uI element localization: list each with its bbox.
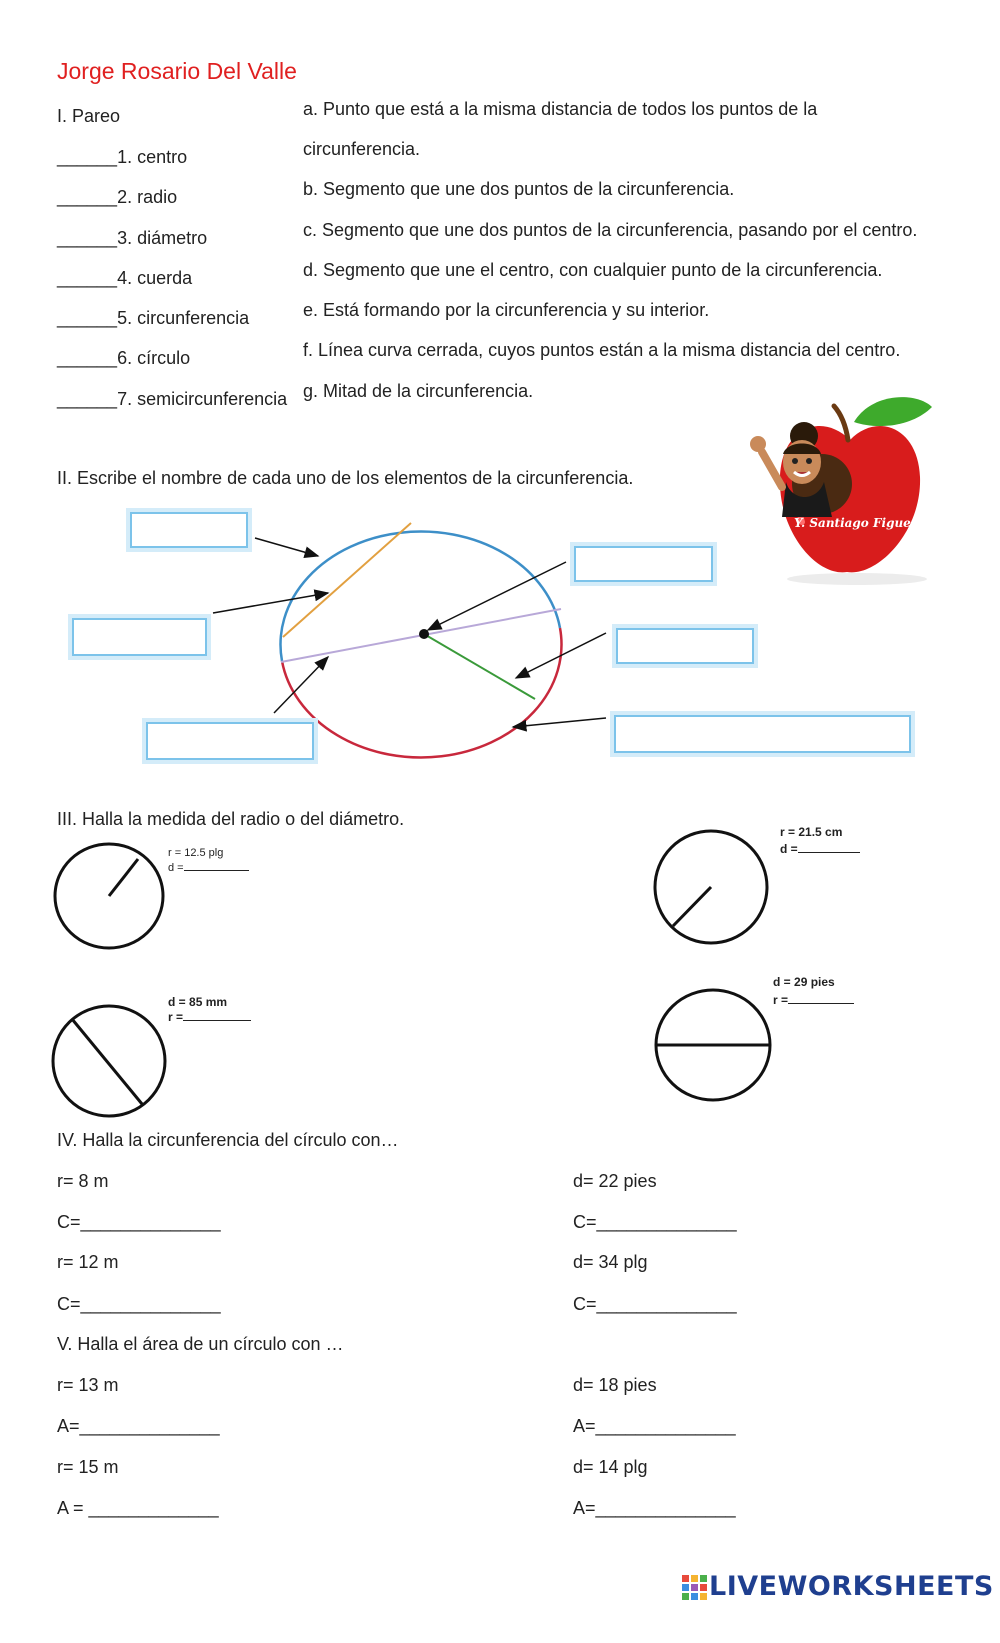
matching-item[interactable] <box>57 147 187 168</box>
problem-given: r= 12 m <box>57 1252 119 1272</box>
item-label: 6. círculo <box>117 348 191 368</box>
radius-line <box>424 634 535 699</box>
answer-blank[interactable]: ______ <box>57 228 118 248</box>
item-label: 3. diámetro <box>117 228 208 248</box>
circle-1-given: r = 12.5 plg <box>168 847 224 859</box>
item-label: 2. radio <box>117 187 178 207</box>
matching-item[interactable] <box>57 187 177 208</box>
item-label: 7. semicircunferencia <box>117 389 288 409</box>
answer-blank[interactable]: ______ <box>57 308 118 328</box>
answer-line[interactable]: A=______________ <box>573 1498 736 1518</box>
answer-line[interactable]: A=______________ <box>573 1416 736 1436</box>
answer-blank[interactable]: ______ <box>57 348 118 368</box>
circle-4-ask[interactable]: r = <box>773 993 854 1007</box>
center-point <box>419 629 429 639</box>
liveworksheets-logo-icon <box>682 1575 708 1601</box>
section-3-heading: III. Halla la medida del radio o del diámetro. <box>57 809 405 829</box>
definition-line: circunferencia. <box>303 139 421 159</box>
answer-blank[interactable]: ______ <box>57 147 118 167</box>
student-name: Jorge Rosario Del Valle <box>57 58 297 84</box>
section-4-heading: IV. Halla la circunferencia del círculo con… <box>57 1130 399 1150</box>
logo-signature: Y. Santiago Figueroa <box>794 516 933 530</box>
matching-item[interactable] <box>57 348 190 369</box>
answer-box-radius[interactable] <box>616 628 754 664</box>
problem-given: r= 8 m <box>57 1171 109 1191</box>
definition-line: d. Segmento que une el centro, con cualquier punto de la circunferencia. <box>303 260 883 280</box>
circle-2-given: r = 21.5 cm <box>780 825 843 839</box>
definition-line: b. Segmento que une dos puntos de la circunferencia. <box>303 179 735 199</box>
problem-given: r= 15 m <box>57 1457 119 1477</box>
problem-given: r= 13 m <box>57 1375 119 1395</box>
item-label: 1. centro <box>117 147 188 167</box>
problem-given: d= 34 plg <box>573 1252 648 1272</box>
circle-3-given: d = 85 mm <box>168 995 228 1009</box>
answer-line[interactable]: A=______________ <box>57 1416 220 1436</box>
definition-line: a. Punto que está a la misma distancia de todos los puntos de la <box>303 99 818 119</box>
semicircle-arc-lower <box>282 628 561 757</box>
matching-item[interactable] <box>57 228 207 249</box>
circumference-arc-upper <box>281 532 560 661</box>
definition-line: e. Está formando por la circunferencia y su interior. <box>303 300 710 320</box>
section-1-heading: I. Pareo <box>57 106 121 126</box>
answer-line[interactable]: A = _____________ <box>57 1498 219 1518</box>
answer-box-chord[interactable] <box>130 512 248 548</box>
circle-diameter-85 <box>50 1003 168 1119</box>
circle-radius-21-5 <box>652 828 770 946</box>
liveworksheets-brand[interactable]: LIVEWORKSHEETS <box>709 1571 994 1602</box>
answer-box-diameter[interactable] <box>146 722 314 760</box>
matching-item[interactable] <box>57 268 192 289</box>
definition-line: c. Segmento que une dos puntos de la circunferencia, pasando por el centro. <box>303 220 918 240</box>
section-2-heading: II. Escribe el nombre de cada uno de los elementos de la circunferencia. <box>57 468 634 488</box>
answer-blank[interactable]: ______ <box>57 187 118 207</box>
answer-line[interactable]: C=______________ <box>573 1294 737 1314</box>
answer-line[interactable]: C=______________ <box>57 1294 221 1314</box>
matching-item[interactable] <box>57 308 249 329</box>
answer-box-circumference[interactable] <box>72 618 207 656</box>
problem-given: d= 14 plg <box>573 1457 648 1477</box>
item-label: 5. circunferencia <box>117 308 250 328</box>
problem-given: d= 22 pies <box>573 1171 657 1191</box>
definition-line: g. Mitad de la circunferencia. <box>303 381 534 401</box>
circle-3-ask[interactable]: r = <box>168 1010 251 1024</box>
answer-box-semicircumference[interactable] <box>614 715 911 753</box>
answer-line[interactable]: C=______________ <box>573 1212 737 1232</box>
circle-2-ask[interactable]: d = <box>780 842 860 856</box>
item-label: 4. cuerda <box>117 268 193 288</box>
circle-4-given: d = 29 pies <box>773 975 835 989</box>
chord-line <box>283 523 411 637</box>
answer-blank[interactable]: ______ <box>57 268 118 288</box>
answer-blank[interactable]: ______ <box>57 389 118 409</box>
matching-item[interactable] <box>57 389 287 410</box>
circle-1-ask[interactable]: d = <box>168 862 249 874</box>
answer-box-center[interactable] <box>574 546 713 582</box>
section-5-heading: V. Halla el área de un círculo con … <box>57 1334 344 1354</box>
problem-given: d= 18 pies <box>573 1375 657 1395</box>
circle-diameter-29 <box>654 987 772 1103</box>
definition-line: f. Línea curva cerrada, cuyos puntos están a la misma distancia del centro. <box>303 340 901 360</box>
answer-line[interactable]: C=______________ <box>57 1212 221 1232</box>
circle-radius-12-5 <box>52 840 168 952</box>
